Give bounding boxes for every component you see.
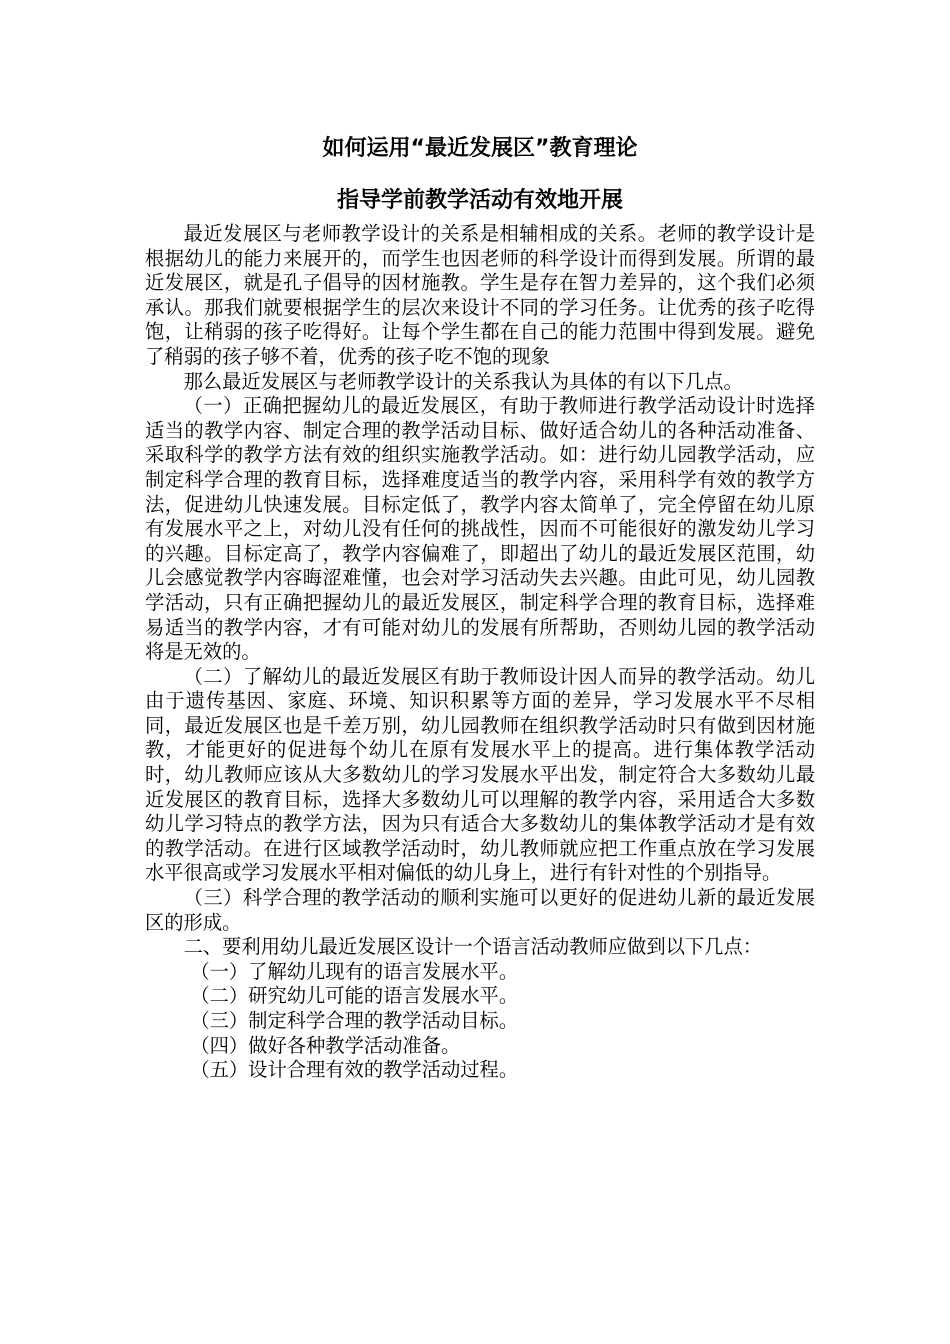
- list-item: （二）研究幼儿可能的语言发展水平。: [190, 984, 519, 1008]
- list-item: （五）设计合理有效的教学活动过程。: [190, 1058, 519, 1082]
- paragraph-intro: 最近发展区与老师教学设计的关系是相辅相成的关系。老师的教学设计是根据幼儿的能力来展开的，而学生也因老师的科学设计而得到发展。所谓的最近发展区，就是孔子倡导的因材施教。学生是存在智力差异的，这个我们必须承认。那我们就要根据学生的层次来设计不同的学习任务。让优秀的孩子吃得饱，让稍弱的孩子吃得好。让每个学生都在自己的能力范围中得到发展。避免了稍弱的孩子够不着，优秀的孩子吃不饱的现象: [145, 222, 815, 368]
- document-title: 如何运用“最近发展区”教育理论: [322, 136, 638, 161]
- paragraph-relation: 那么最近发展区与老师教学设计的关系我认为具体的有以下几点。: [183, 369, 743, 393]
- list-item: （四）做好各种教学活动准备。: [190, 1033, 461, 1057]
- paragraph-point-2: （二）了解幼儿的最近发展区有助于教师设计因人而异的教学活动。幼儿由于遗传基因、家庭、环境、知识积累等方面的差异，学习发展水平不尽相同，最近发展区也是千差万别，幼儿园教师在组织教学活动时只有做到因材施教，才能更好的促进每个幼儿在原有发展水平上的提高。进行集体教学活动时，幼儿教师应该从大多数幼儿的学习发展水平出发，制定符合大多数幼儿最近发展区的教育目标，选择大多数幼儿可以理解的教学内容，采用适合大多数幼儿学习特点的教学方法，因为只有适合大多数幼儿的集体教学活动才是有效的教学活动。在进行区域教学活动时，幼儿教师就应把工作重点放在学习发展水平很高或学习发展水平相对偏低的幼儿身上，进行有针对性的个别指导。: [145, 664, 815, 885]
- document-body: [145, 222, 815, 1083]
- paragraph-point-1: （一）正确把握幼儿的最近发展区，有助于教师进行教学活动设计时选择适当的教学内容、制定合理的教学活动目标、做好适合幼儿的各种活动准备、采取科学的教学方法有效的组织实施教学活动。如：进行幼儿园教学活动，应制定科学合理的教育目标，选择难度适当的教学内容，采用科学有效的教学方法，促进幼儿快速发展。目标定低了，教学内容太简单了，完全停留在幼儿原有发展水平之上，对幼儿没有任何的挑战性，因而不可能很好的激发幼儿学习的兴趣。目标定高了，教学内容偏难了，即超出了幼儿的最近发展区范围，幼儿会感觉教学内容晦涩难懂，也会对学习活动失去兴趣。由此可见，幼儿园教学活动，只有正确把握幼儿的最近发展区，制定科学合理的教育目标，选择难易适当的教学内容，才有可能对幼儿的发展有所帮助，否则幼儿园的教学活动将是无效的。: [145, 394, 815, 664]
- list-item: （三）制定科学合理的教学活动目标。: [190, 1009, 519, 1032]
- paragraph-point-3: （三）科学合理的教学活动的顺利实施可以更好的促进幼儿新的最近发展区的形成。: [145, 886, 815, 934]
- document-page: [145, 128, 815, 1083]
- paragraph-section-2: 二、要利用幼儿最近发展区设计一个语言活动教师应做到以下几点：: [183, 935, 763, 959]
- list-item: （一）了解幼儿现有的语言发展水平。: [190, 959, 519, 983]
- document-subtitle: 指导学前教学活动有效地开展: [336, 188, 623, 213]
